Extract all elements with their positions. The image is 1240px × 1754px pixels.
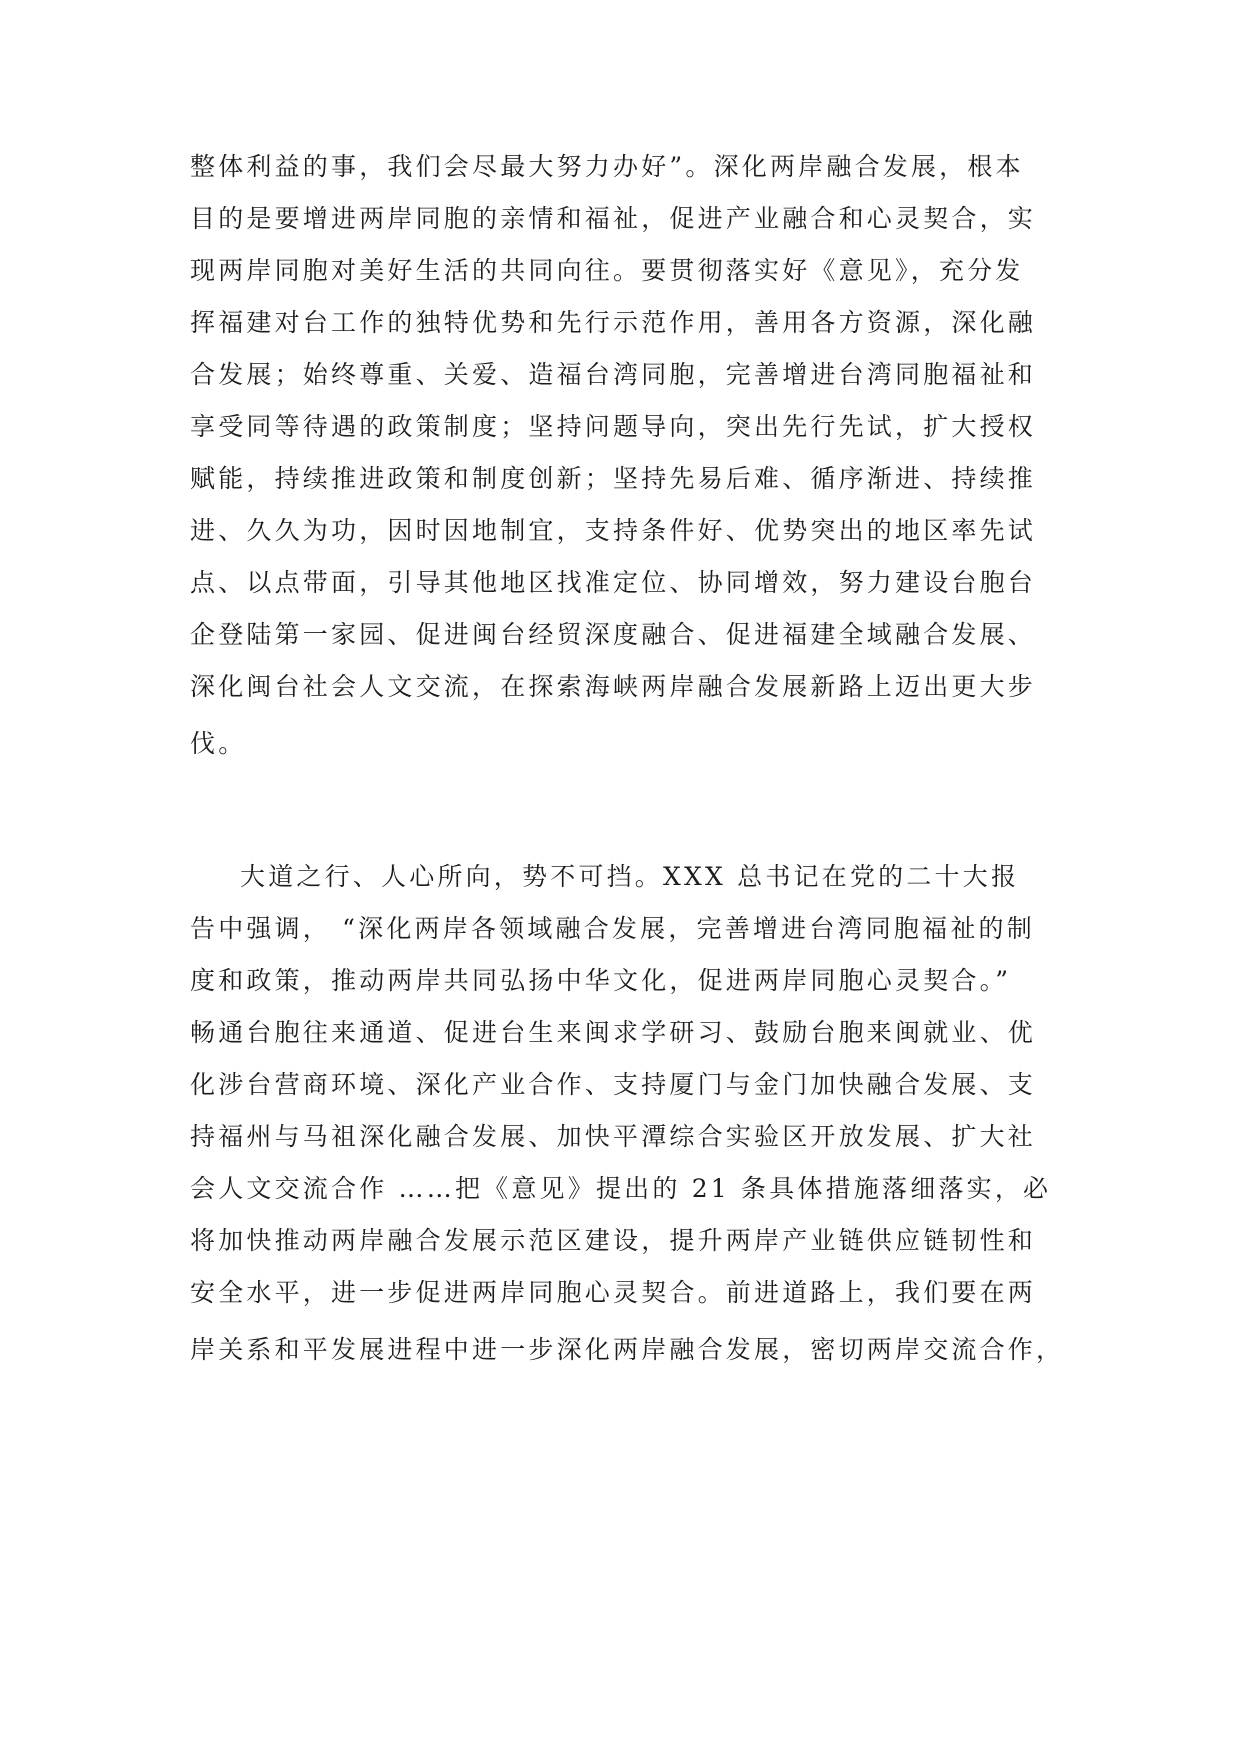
paragraph-1-line-2: 目的是要增进两岸同胞的亲情和福祉，促进产业融合和心灵契合，实: [190, 204, 1037, 233]
paragraph-2-line-2: 告中强调， “深化两岸各领域融合发展，完善增进台湾同胞福祉的制: [190, 914, 1035, 943]
paragraph-1-line-9: 点、以点带面，引导其他地区找准定位、协同增效，努力建设台胞台: [190, 568, 1037, 597]
paragraph-1-line-1: 整体利益的事，我们会尽最大努力办好”。深化两岸融合发展，根本: [190, 152, 1024, 181]
paragraph-2-line-6: 持福州与马祖深化融合发展、加快平潭综合实验区开放发展、扩大社: [190, 1122, 1037, 1151]
paragraph-2-line-1: 大道之行、人心所向，势不可挡。XXX 总书记在党的二十大报: [240, 862, 1020, 891]
paragraph-2-line-3: 度和政策，推动两岸共同弘扬中华文化，促进两岸同胞心灵契合。”: [190, 966, 1012, 995]
paragraph-1-line-3: 现两岸同胞对美好生活的共同向往。要贯彻落实好《意见》，充分发: [190, 256, 1024, 285]
paragraph-1-line-11: 深化闽台社会人文交流，在探索海峡两岸融合发展新路上迈出更大步: [190, 672, 1037, 701]
paragraph-1-line-12: 伐。: [190, 729, 247, 758]
paragraph-1-line-5: 合发展；始终尊重、关爱、造福台湾同胞，完善增进台湾同胞福祉和: [190, 360, 1037, 389]
paragraph-1-line-4: 挥福建对台工作的独特优势和先行示范作用，善用各方资源，深化融: [190, 308, 1037, 337]
paragraph-2-line-4: 畅通台胞往来通道、促进台生来闽求学研习、鼓励台胞来闽就业、优: [190, 1018, 1037, 1047]
paragraph-2-line-7: 会人文交流合作 ……把《意见》提出的 21 条具体措施落细落实，必: [190, 1174, 1052, 1203]
paragraph-1-line-7: 赋能，持续推进政策和制度创新；坚持先易后难、循序渐进、持续推: [190, 464, 1037, 493]
paragraph-2-line-8: 将加快推动两岸融合发展示范区建设，提升两岸产业链供应链韧性和: [190, 1226, 1037, 1255]
paragraph-2-line-5: 化涉台营商环境、深化产业合作、支持厦门与金门加快融合发展、支: [190, 1070, 1037, 1099]
paragraph-1-line-10: 企登陆第一家园、促进闽台经贸深度融合、促进福建全域融合发展、: [190, 620, 1037, 649]
paragraph-2-line-10: 岸关系和平发展进程中进一步深化两岸融合发展，密切两岸交流合作，: [190, 1335, 1065, 1364]
paragraph-1-line-6: 享受同等待遇的政策制度；坚持问题导向，突出先行先试，扩大授权: [190, 412, 1037, 441]
paragraph-2-line-9: 安全水平，进一步促进两岸同胞心灵契合。前进道路上，我们要在两: [190, 1278, 1037, 1307]
paragraph-1-line-8: 进、久久为功，因时因地制宜，支持条件好、优势突出的地区率先试: [190, 516, 1037, 545]
